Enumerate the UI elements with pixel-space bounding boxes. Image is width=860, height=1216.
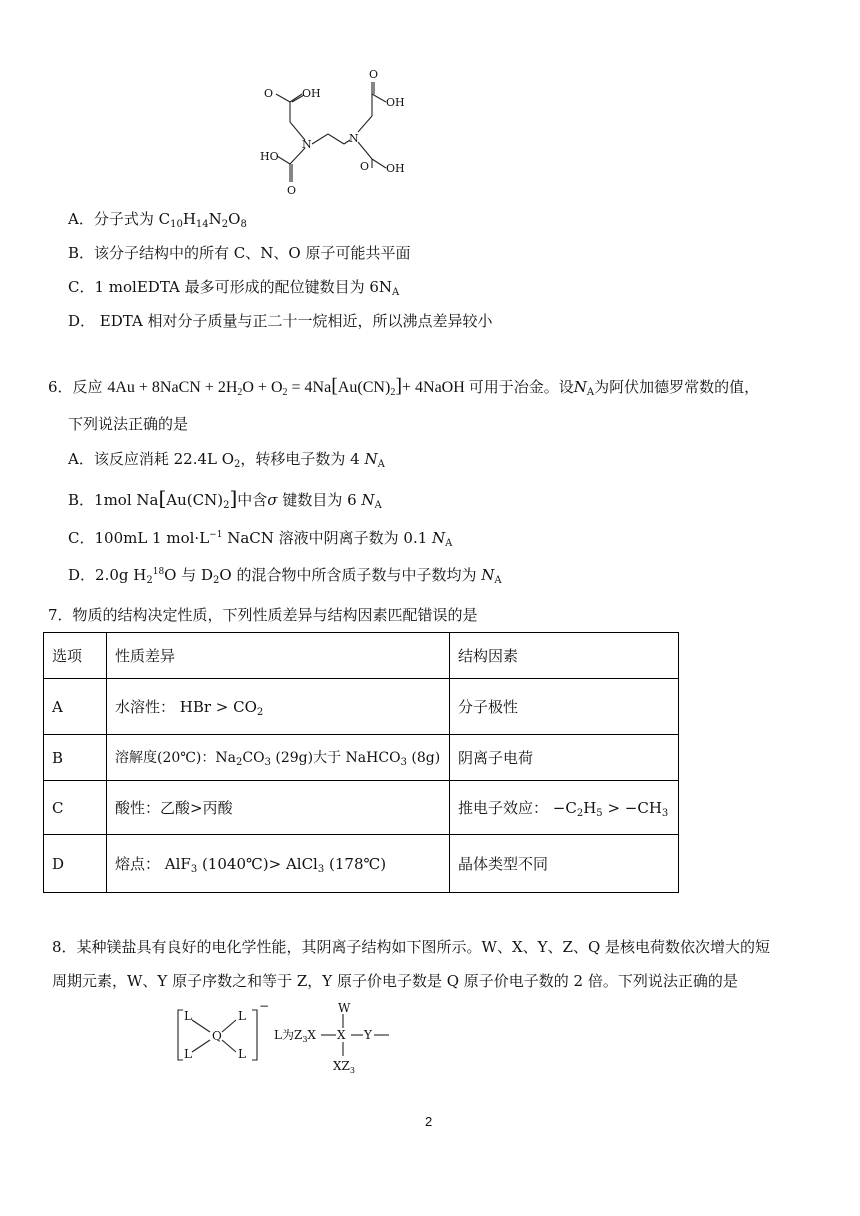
header-factor: 结构因素: [450, 633, 679, 679]
svg-text:L: L: [238, 1009, 246, 1023]
table-row: [44, 781, 679, 835]
table-row: [44, 679, 679, 735]
row-option: B: [44, 735, 107, 781]
q5-option-c: C．1 molEDTA 最多可形成的配位键数目为 $6N_A$: [68, 278, 400, 298]
anion-structure: [170, 998, 410, 1078]
row-property: 水溶性： HBr > $CO_2$: [107, 679, 450, 735]
svg-text:L为Z3X: L为$Z_3X$: [274, 1028, 316, 1044]
svg-text:L: L: [184, 1047, 192, 1061]
q6-option-b: B．1mol $Na[Au(CN)_2]$中含σ 键数目为 6 $N_A$: [68, 486, 382, 511]
header-option: 选项: [44, 633, 107, 679]
table-header-row: [44, 633, 679, 679]
page-number: 2: [425, 1114, 433, 1129]
header-property: 性质差异: [107, 633, 450, 679]
row-option: D: [44, 835, 107, 893]
edta-structure: [250, 64, 430, 199]
q8-stem-line1: 8．某种镁盐具有良好的电化学性能，其阴离子结构如下图所示。W、X、Y、Z、Q 是核电荷数依次增大的短: [52, 938, 771, 956]
row-option: A: [44, 679, 107, 735]
edta-n1: N: [302, 138, 312, 151]
row-factor: 推电子效应： $-C_2H_5 > -CH_3$: [450, 781, 679, 835]
q6-equation: 4Au + 8NaCN + $2H_2O + O_2 = 4Na[Au(CN)_2]+$ 4NaOH: [107, 375, 465, 398]
q8-stem-line2: 周期元素，W、Y 原子序数之和等于 Z，Y 原子价电子数是 Q 原子价电子数的 2 倍。下列说法正确的是: [52, 972, 738, 990]
edta-o3: O: [369, 68, 379, 81]
q6-option-a: A．该反应消耗 22.4L $O_2$，转移电子数为 4 $N_A$: [68, 450, 385, 470]
q6-stem: 6．反应 4Au + 8NaCN + $2H_2O + O_2 = 4Na[Au(CN)_2]+$ 4NaOH 可用于冶金。设$N_A$为阿伏加德罗常数的值，: [48, 375, 760, 398]
q6-option-c: C．100mL 1 $mol\cdot L^{-1}$ NaCN 溶液中阴离子数为 0.1 $N_A$: [68, 529, 453, 549]
edta-o1: O: [264, 87, 274, 100]
table-row: [44, 835, 679, 893]
edta-o4: O: [360, 160, 370, 173]
edta-oh1: OH: [302, 87, 321, 100]
svg-text:L: L: [184, 1009, 192, 1023]
svg-text:W: W: [338, 1001, 351, 1015]
row-factor: 阴离子电荷: [450, 735, 679, 781]
q5-option-a: A．分子式为 $C_{10}H_{14}N_2O_8$: [68, 210, 247, 230]
row-property: 酸性：乙酸>丙酸: [107, 781, 450, 835]
row-option: C: [44, 781, 107, 835]
edta-o2: O: [287, 184, 297, 197]
q5-option-d: D． EDTA 相对分子质量与正二十一烷相近，所以沸点差异较小: [68, 312, 493, 330]
edta-ho: HO: [260, 150, 279, 163]
row-property: 溶解度(20℃)：$Na_2CO_3$ (29g)大于 NaHCO$_3$ (8g): [107, 735, 450, 781]
row-property: 熔点： AlF$_3$ (1040℃)> AlCl$_3$ (178℃): [107, 835, 450, 893]
svg-text:−: −: [259, 999, 270, 1013]
svg-text:X: X: [337, 1028, 346, 1042]
q6-option-d: D．2.0g $H_2^{18}O$ 与 $D_2O$ 的混合物中所含质子数与中子数均为 $N_A$: [68, 566, 502, 586]
svg-text:Q: Q: [212, 1029, 222, 1043]
row-factor: 晶体类型不同: [450, 835, 679, 893]
edta-oh3: OH: [386, 162, 405, 175]
q7-table: [43, 632, 679, 893]
q6-stem-line2: 下列说法正确的是: [68, 415, 189, 433]
svg-text:L: L: [238, 1047, 246, 1061]
edta-n2: N: [349, 132, 359, 145]
svg-text:Y: Y: [364, 1028, 372, 1042]
edta-oh2: OH: [386, 96, 405, 109]
svg-text:XZ3: $XZ_3$: [333, 1059, 355, 1075]
table-row: [44, 735, 679, 781]
row-factor: 分子极性: [450, 679, 679, 735]
q7-stem: 7．物质的结构决定性质，下列性质差异与结构因素匹配错误的是: [48, 606, 478, 624]
q5-option-b: B．该分子结构中的所有 C、N、O 原子可能共平面: [68, 244, 411, 262]
